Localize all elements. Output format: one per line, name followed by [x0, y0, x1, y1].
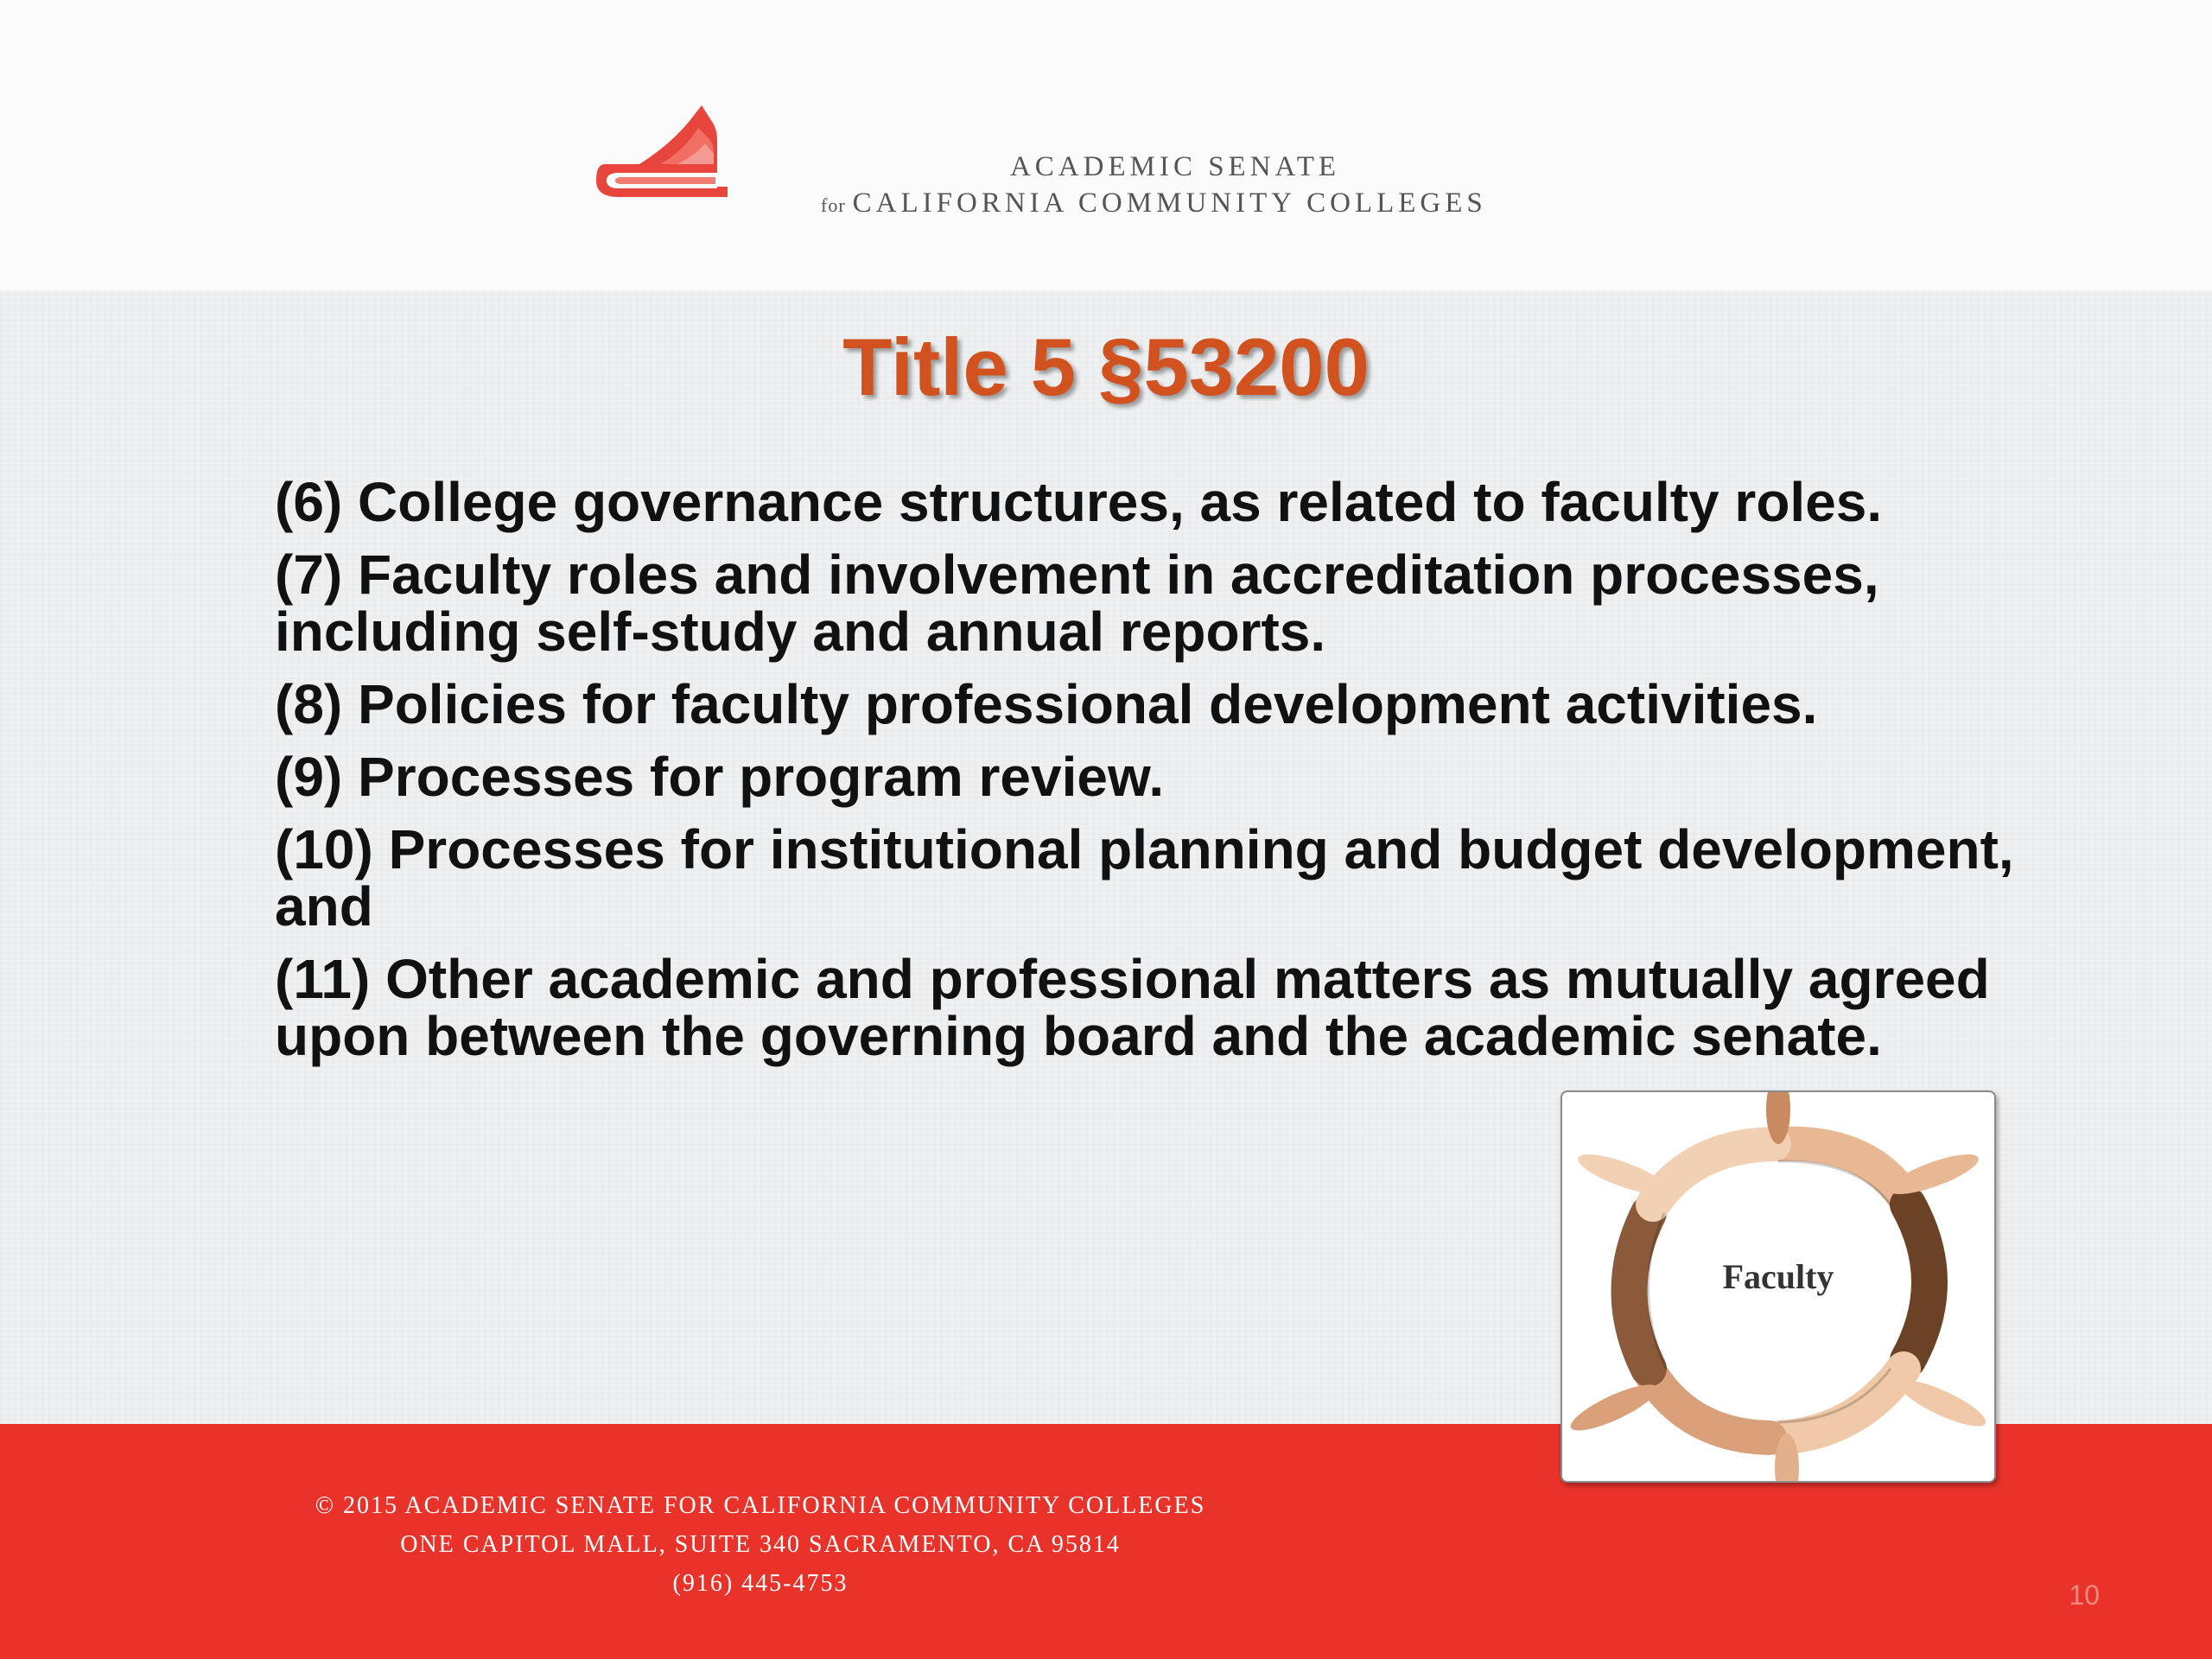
list-item: (11) Other academic and professional matters as mutually agreed upon between the governing board and the academic senate. [275, 948, 1990, 1067]
footer-address [0, 1486, 1521, 1603]
slide-title: Title 5 §53200 [842, 321, 1370, 412]
org-name-line2-text: CALIFORNIA COMMUNITY COLLEGES [852, 188, 1487, 219]
faculty-label: Faculty [1722, 1257, 1834, 1296]
organization-name [821, 149, 1529, 224]
open-book-icon [588, 102, 743, 216]
org-name-for: for [821, 194, 846, 216]
regulation-item-list [275, 471, 2072, 1080]
list-item: (9) Processes for program review. [275, 746, 1165, 808]
page-number: 10 [2069, 1580, 2100, 1611]
header-band [0, 0, 2212, 290]
list-item: (7) Faculty roles and involvement in accreditation processes, including self-study and annual reports. [275, 543, 1879, 663]
footer-street: ONE CAPITOL MALL, SUITE 340 SACRAMENTO, CA 95814 [400, 1531, 1121, 1558]
footer-copyright: © 2015 ACADEMIC SENATE FOR CALIFORNIA COMMUNITY COLLEGES [315, 1492, 1206, 1519]
list-item: (8) Policies for faculty professional development activities. [275, 673, 1818, 735]
faculty-image [1560, 1090, 1996, 1483]
org-name-line1: ACADEMIC SENATE [1009, 151, 1341, 182]
list-item: (10) Processes for institutional planning and budget development, and [275, 818, 2014, 938]
org-name-line2 [821, 185, 1529, 224]
list-item: (6) College governance structures, as related to faculty roles. [275, 471, 1883, 533]
footer-phone: (916) 445-4753 [672, 1570, 849, 1597]
